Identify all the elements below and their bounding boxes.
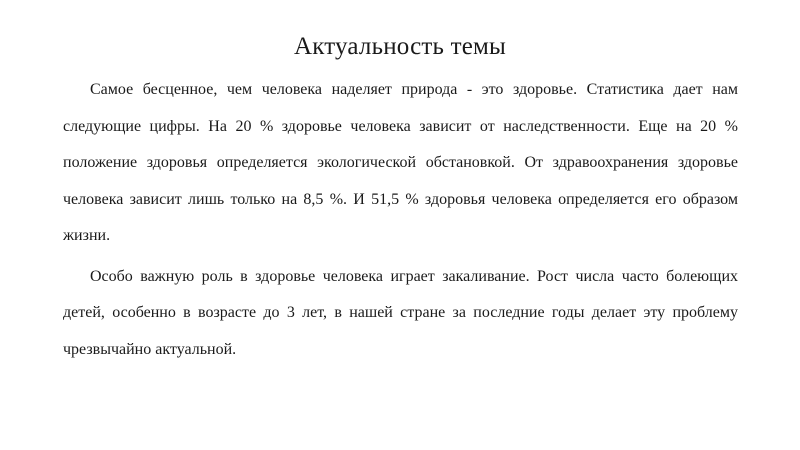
paragraph-2: Особо важную роль в здоровье человека играет закаливание. Рост числа часто болеющих детей, особенно в возрасте до 3 лет, в нашей стране за последние годы делает эту проблему чрезвычайно актуальной. [63,267,738,358]
slide-body [63,72,738,368]
slide-title: Актуальность темы [293,33,507,60]
paragraph-1: Самое бесценное, чем человека наделяет природа - это здоровье. Статистика дает нам следующие цифры. На 20 % здоровье человека зависит от наследственности. Еще на 20 % положение здоровья определяется экологической обстановкой. От здравоохранения здоровье человека зависит лишь только на 8,5 %. И 51,5 % здоровья человека определяется его образом жизни. [63,81,738,244]
